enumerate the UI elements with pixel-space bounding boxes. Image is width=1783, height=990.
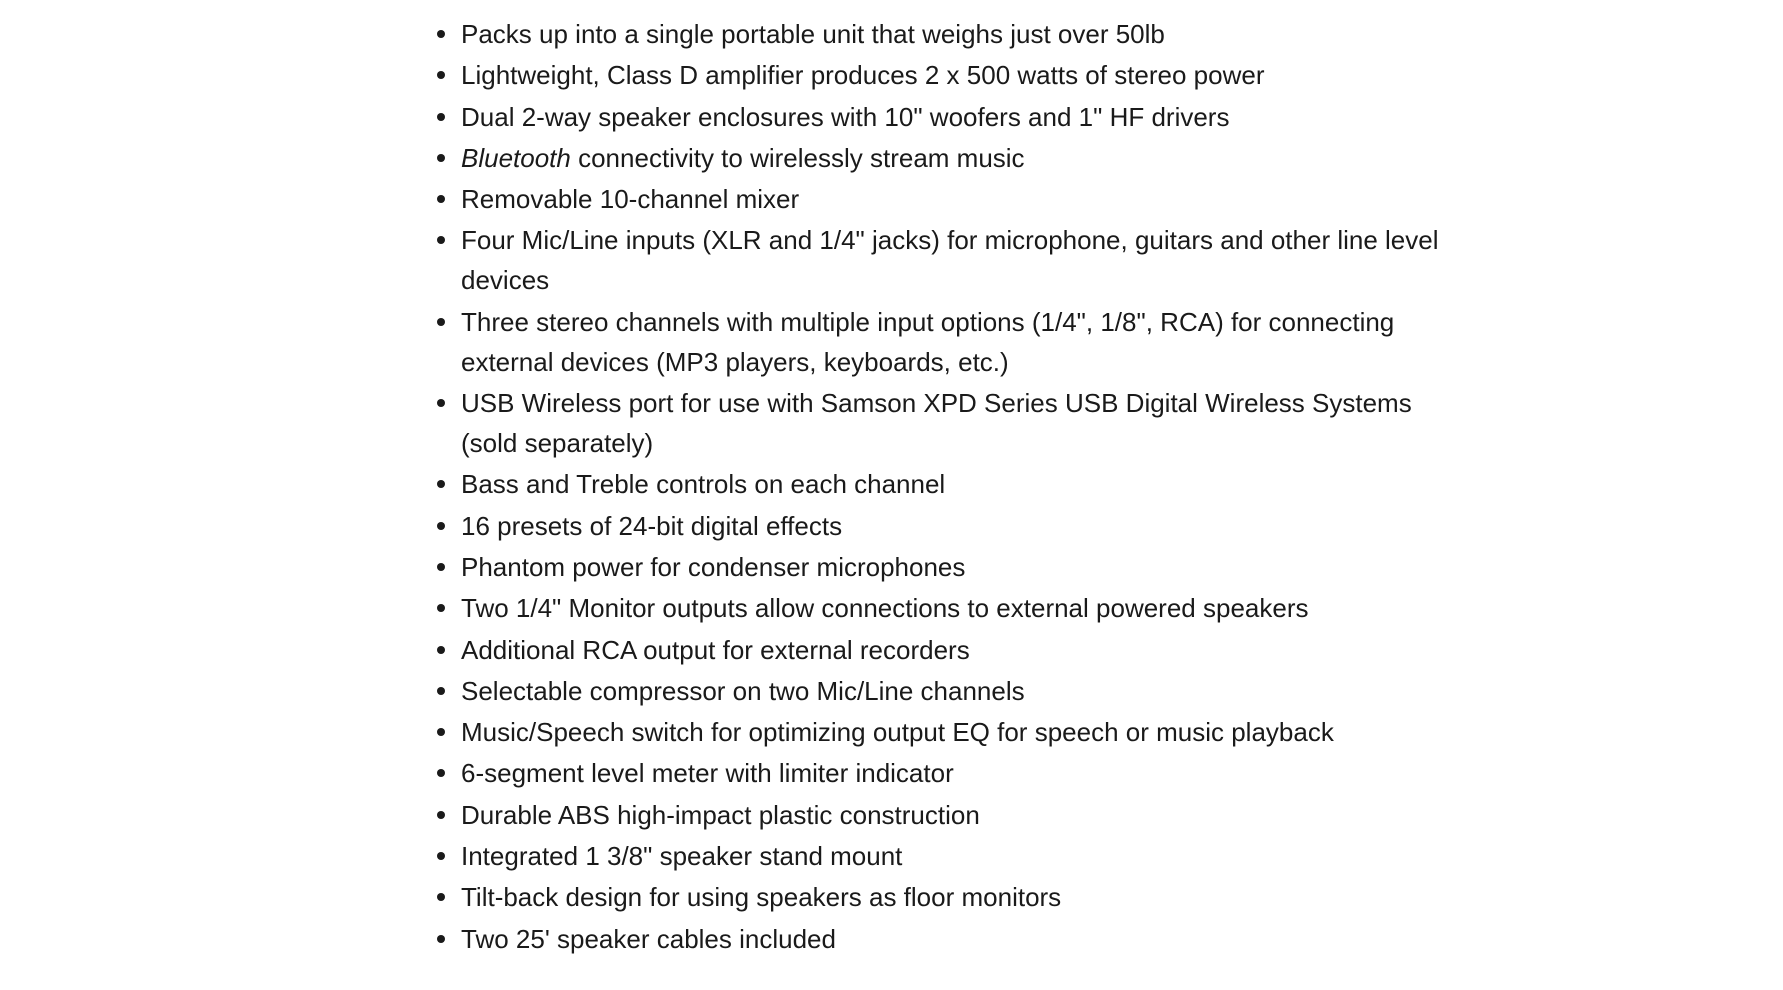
feature-list-section	[437, 14, 1447, 960]
list-item-text: Bass and Treble controls on each channel	[461, 469, 946, 500]
list-item	[437, 55, 1447, 95]
list-item-text: Removable 10-channel mixer	[461, 184, 800, 215]
list-item-text: Phantom power for condenser microphones	[461, 551, 966, 582]
bullet-icon	[437, 935, 445, 943]
bullet-icon	[437, 728, 445, 736]
bullet-icon	[437, 195, 445, 203]
list-item	[437, 14, 1447, 54]
bullet-icon	[437, 318, 445, 326]
bullet-icon	[437, 480, 445, 488]
bullet-icon	[437, 769, 445, 777]
list-item	[437, 795, 1447, 835]
list-item	[437, 547, 1447, 587]
bullet-icon	[437, 236, 445, 244]
list-item-text: Three stereo channels with multiple input options (1/4", 1/8", RCA) for connecting external devices (MP3 players, keyboards, etc.)	[461, 306, 1395, 377]
bullet-icon	[437, 522, 445, 530]
bullet-icon	[437, 71, 445, 79]
list-item-text: 6-segment level meter with limiter indicator	[461, 758, 954, 789]
bullet-icon	[437, 811, 445, 819]
list-item	[437, 712, 1447, 752]
list-item	[437, 179, 1447, 219]
bullet-icon	[437, 113, 445, 121]
list-item-emphasis: Bluetooth	[461, 142, 571, 173]
list-item-text: Additional RCA output for external recorders	[461, 634, 970, 665]
list-item	[437, 97, 1447, 137]
feature-list	[437, 14, 1447, 959]
bullet-icon	[437, 563, 445, 571]
list-item	[437, 383, 1447, 463]
bullet-icon	[437, 893, 445, 901]
bullet-icon	[437, 687, 445, 695]
list-item-text: Tilt-back design for using speakers as floor monitors	[461, 882, 1062, 913]
list-item	[437, 138, 1447, 178]
list-item-text: Four Mic/Line inputs (XLR and 1/4" jacks) for microphone, guitars and other line level devices	[461, 225, 1439, 296]
list-item	[437, 671, 1447, 711]
list-item-text: Dual 2-way speaker enclosures with 10" woofers and 1" HF drivers	[461, 101, 1230, 132]
list-item	[437, 588, 1447, 628]
bullet-icon	[437, 852, 445, 860]
bullet-icon	[437, 604, 445, 612]
list-item	[437, 464, 1447, 504]
list-item-text: Two 1/4" Monitor outputs allow connections to external powered speakers	[461, 593, 1309, 624]
list-item	[437, 753, 1447, 793]
list-item-text: Integrated 1 3/8" speaker stand mount	[461, 841, 903, 872]
bullet-icon	[437, 399, 445, 407]
bullet-icon	[437, 646, 445, 654]
list-item-text: Music/Speech switch for optimizing output EQ for speech or music playback	[461, 717, 1334, 748]
bullet-icon	[437, 30, 445, 38]
list-item-text: connectivity to wirelessly stream music	[570, 142, 1025, 173]
list-item-text: Packs up into a single portable unit that weighs just over 50lb	[461, 19, 1165, 49]
list-item-text: Lightweight, Class D amplifier produces 2 x 500 watts of stereo power	[461, 60, 1265, 91]
list-item	[437, 220, 1447, 300]
list-item	[437, 877, 1447, 917]
list-item-text: Two 25' speaker cables included	[461, 923, 836, 954]
list-item-text: 16 presets of 24-bit digital effects	[461, 510, 843, 541]
list-item-text: Durable ABS high-impact plastic construction	[461, 799, 980, 830]
list-item	[437, 302, 1447, 382]
list-item	[437, 630, 1447, 670]
list-item	[437, 919, 1447, 959]
list-item	[437, 506, 1447, 546]
list-item	[437, 836, 1447, 876]
bullet-icon	[437, 154, 445, 162]
list-item-text: USB Wireless port for use with Samson XPD Series USB Digital Wireless Systems (sold separately)	[461, 388, 1412, 459]
list-item-text: Selectable compressor on two Mic/Line channels	[461, 675, 1025, 706]
